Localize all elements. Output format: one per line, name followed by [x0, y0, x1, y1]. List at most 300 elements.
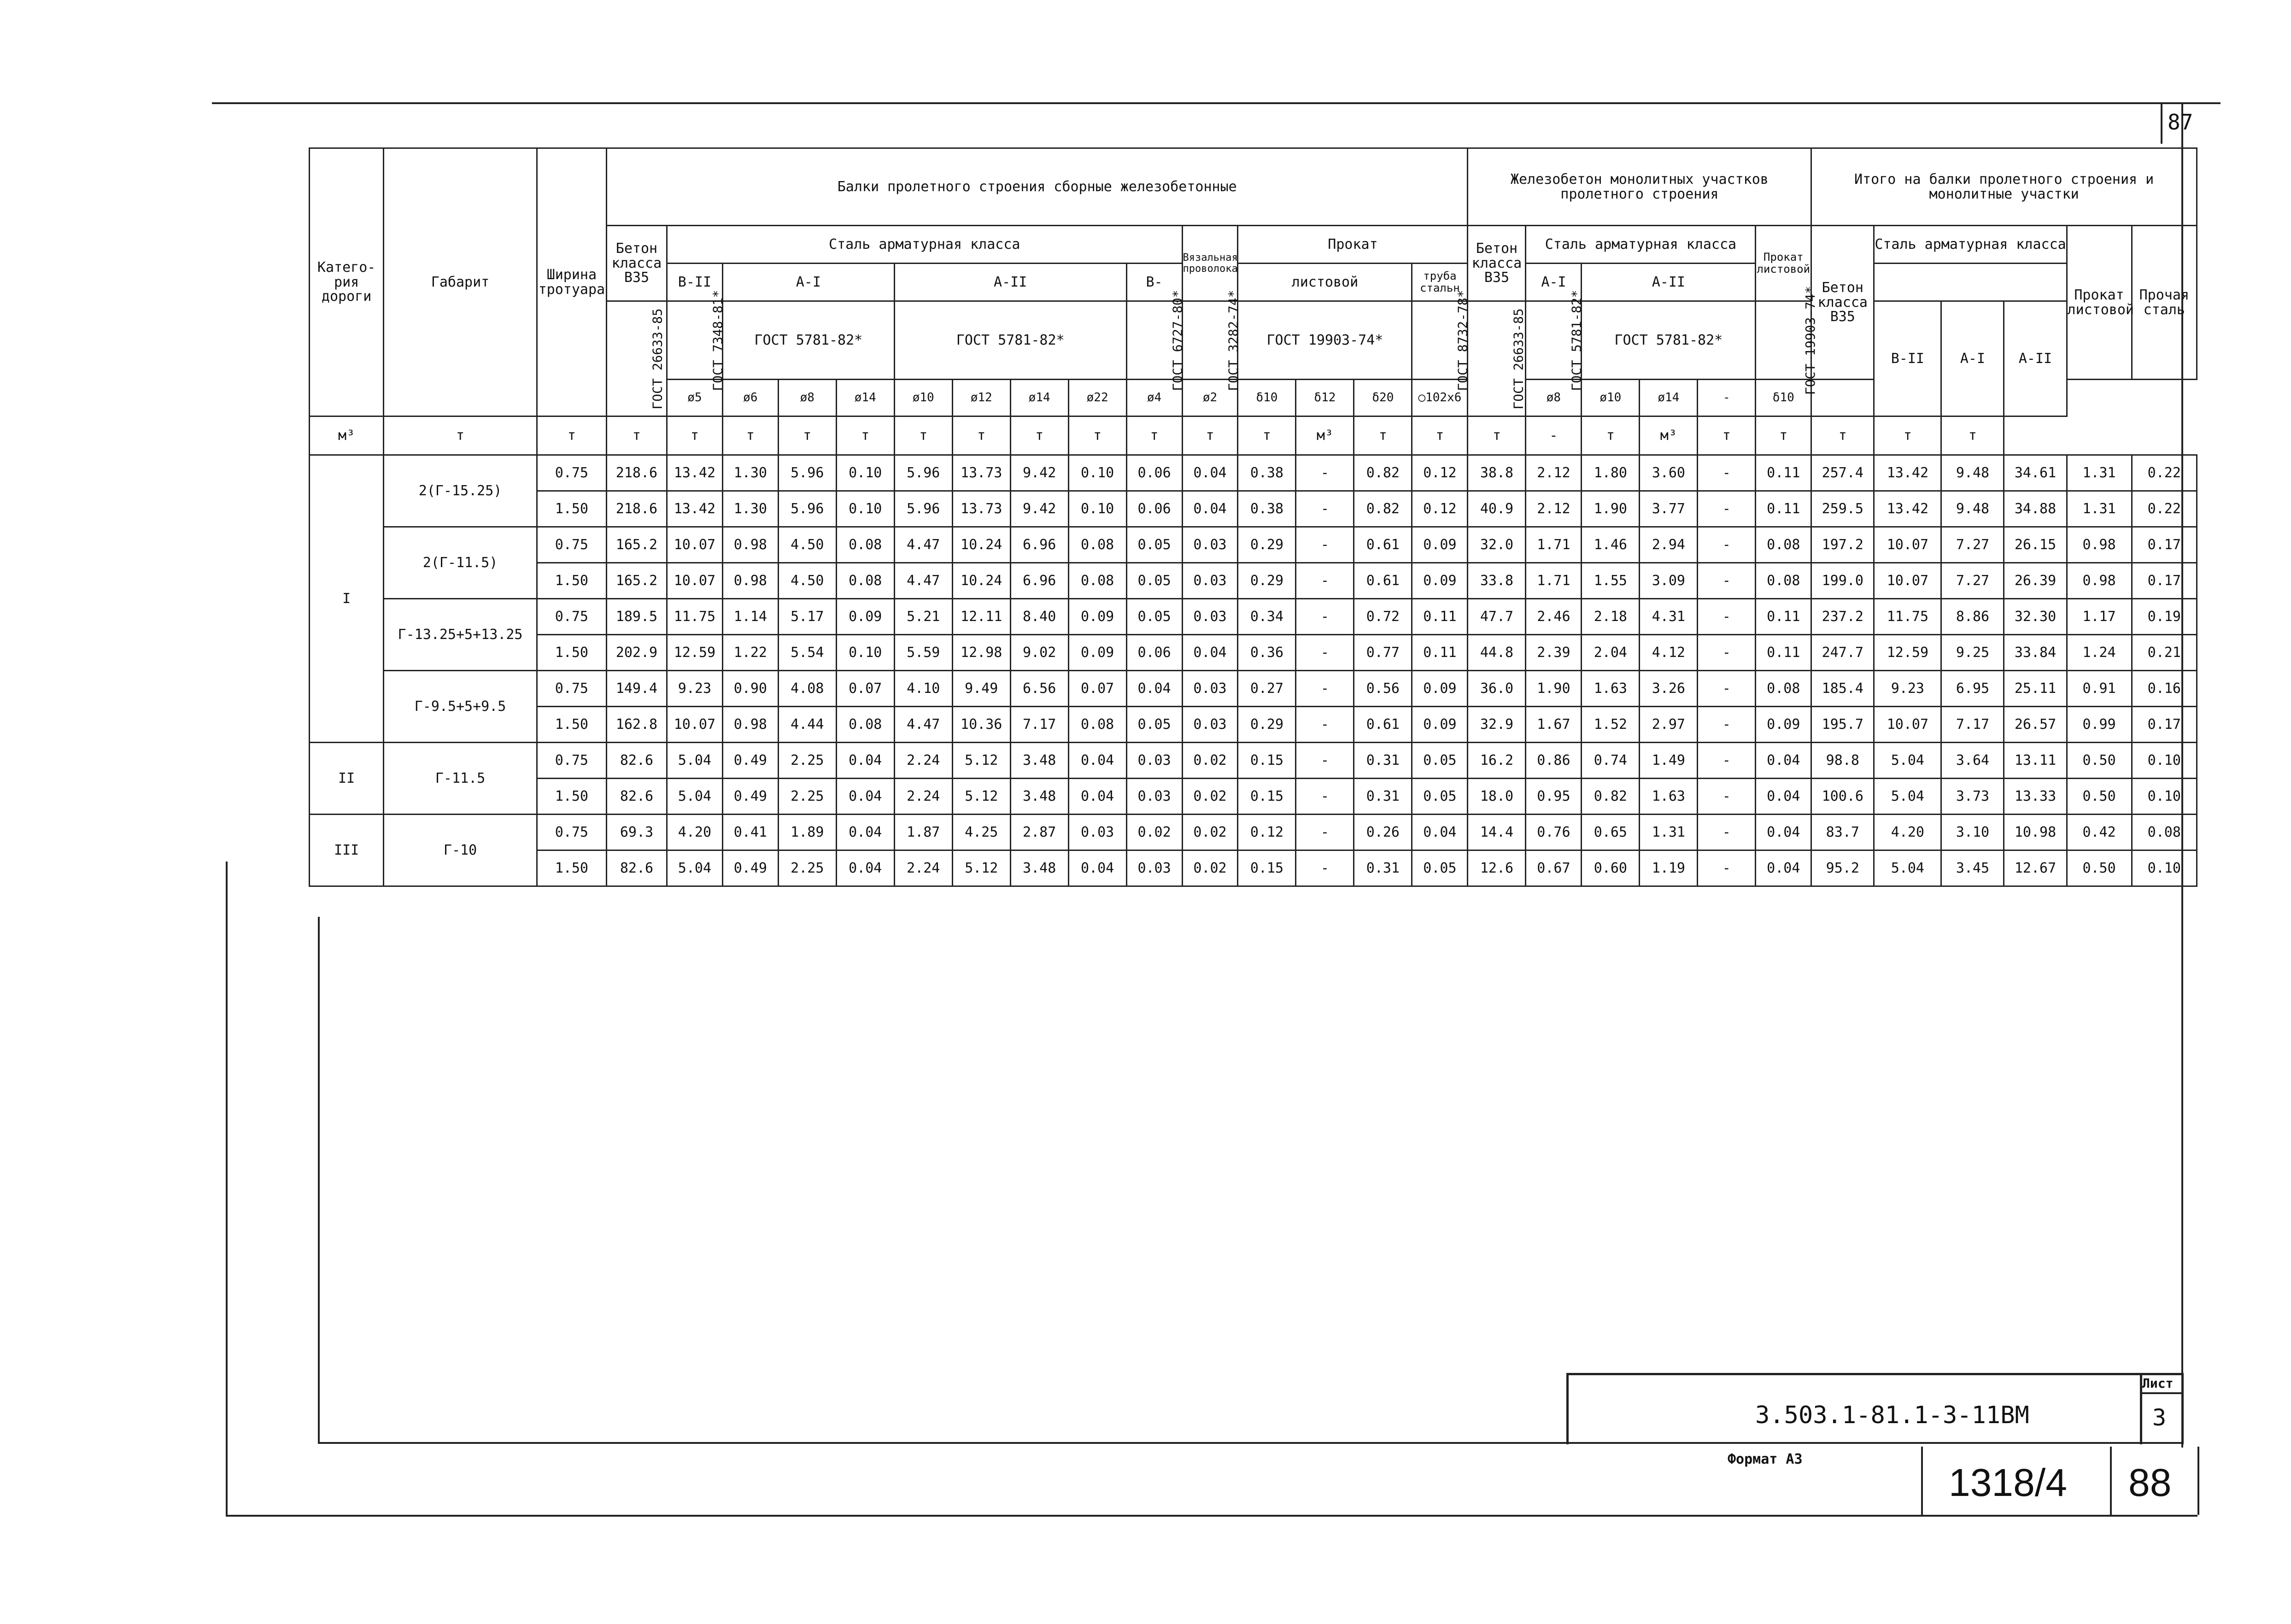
gost-3282: ГОСТ 3282-74*	[1182, 301, 1238, 380]
value-cell: 10.98	[2004, 815, 2067, 850]
value-cell: 1.55	[1582, 563, 1640, 599]
value-cell: 0.72	[1354, 599, 1412, 635]
value-cell: 0.08	[2132, 815, 2197, 850]
value-cell: -	[1698, 707, 1756, 743]
value-cell: 0.22	[2132, 455, 2197, 491]
value-cell: 0.31	[1354, 850, 1412, 886]
value-cell: -	[1296, 455, 1354, 491]
unit-cell: т	[667, 416, 722, 455]
table-row	[310, 599, 2197, 635]
value-cell: 4.08	[778, 671, 836, 707]
value-cell: 12.59	[667, 635, 722, 671]
value-cell: 10.07	[667, 527, 722, 563]
value-cell: 0.95	[1526, 779, 1582, 815]
value-cell: 0.82	[1354, 491, 1412, 527]
unit-cell: т	[1126, 416, 1182, 455]
value-cell: 26.39	[2004, 563, 2067, 599]
value-cell: 4.50	[778, 527, 836, 563]
table-row	[310, 707, 2197, 743]
value-cell: 0.04	[1182, 455, 1238, 491]
value-cell: 10.07	[1874, 563, 1941, 599]
page-number-bottom: 88	[2128, 1461, 2172, 1504]
value-cell: 0.09	[1412, 527, 1468, 563]
value-cell: 13.42	[667, 455, 722, 491]
category-cell: III	[310, 815, 384, 886]
value-cell: -	[1698, 599, 1756, 635]
value-cell: 0.50	[2067, 850, 2132, 886]
unit-cell: т	[606, 416, 667, 455]
unit-cell: т	[1698, 416, 1756, 455]
header-steel-total: Сталь арматурная класса	[1874, 226, 2067, 264]
value-cell: 189.5	[606, 599, 667, 635]
rolled-pipe: труба стальн	[1412, 264, 1468, 301]
value-cell: 1.67	[1526, 707, 1582, 743]
gabarit-cell: 2(Г-11.5)	[384, 527, 537, 599]
value-cell: 0.03	[1182, 707, 1238, 743]
value-cell: 0.11	[1412, 635, 1468, 671]
value-cell: 0.03	[1182, 671, 1238, 707]
value-cell: 0.12	[1412, 455, 1468, 491]
value-cell: 0.50	[2067, 779, 2132, 815]
size-cell: ø6	[722, 380, 778, 416]
value-cell: 0.17	[2132, 563, 2197, 599]
value-cell: 0.03	[1182, 563, 1238, 599]
value-cell: 0.09	[1412, 563, 1468, 599]
value-cell: 2.94	[1640, 527, 1698, 563]
value-cell: 4.47	[894, 563, 952, 599]
value-cell: 0.03	[1068, 815, 1126, 850]
value-cell: 0.08	[836, 707, 894, 743]
value-cell: 4.44	[778, 707, 836, 743]
value-cell: 3.48	[1010, 779, 1068, 815]
size-cell: ø8	[1526, 380, 1582, 416]
value-cell: 0.42	[2067, 815, 2132, 850]
sidewalk-cell: 0.75	[537, 815, 606, 850]
gabarit-cell: 2(Г-15.25)	[384, 455, 537, 527]
value-cell: 0.61	[1354, 707, 1412, 743]
value-cell: 1.24	[2067, 635, 2132, 671]
value-cell: 0.08	[836, 563, 894, 599]
header-category: Катего-рия дороги	[310, 148, 384, 416]
value-cell: 0.10	[2132, 743, 2197, 779]
gost-7348: ГОСТ 7348-81*	[667, 301, 722, 380]
value-cell: 1.46	[1582, 527, 1640, 563]
table-row	[310, 491, 2197, 527]
value-cell: 5.04	[667, 779, 722, 815]
value-cell: 2.04	[1582, 635, 1640, 671]
value-cell: 0.02	[1182, 743, 1238, 779]
table-row	[310, 671, 2197, 707]
value-cell: 0.12	[1412, 491, 1468, 527]
value-cell: 0.17	[2132, 527, 2197, 563]
value-cell: 5.04	[1874, 850, 1941, 886]
value-cell: 1.90	[1526, 671, 1582, 707]
value-cell: 1.31	[2067, 455, 2132, 491]
value-cell: 9.02	[1010, 635, 1068, 671]
value-cell: 0.04	[1126, 671, 1182, 707]
value-cell: 0.05	[1412, 743, 1468, 779]
value-cell: 0.04	[1068, 743, 1126, 779]
header-monolith: Железобетон монолитных участков пролетного строения	[1468, 148, 1811, 226]
value-cell: 0.29	[1238, 527, 1296, 563]
value-cell: 2.24	[894, 779, 952, 815]
value-cell: 0.04	[836, 815, 894, 850]
unit-cell: т	[722, 416, 778, 455]
value-cell: 0.07	[1068, 671, 1126, 707]
value-cell: 8.40	[1010, 599, 1068, 635]
header-sidewalk: Ширина тротуара	[537, 148, 606, 416]
value-cell: 38.8	[1468, 455, 1526, 491]
value-cell: 9.23	[667, 671, 722, 707]
sidewalk-cell: 1.50	[537, 850, 606, 886]
value-cell: 0.10	[1068, 455, 1126, 491]
value-cell: 1.87	[894, 815, 952, 850]
value-cell: 32.9	[1468, 707, 1526, 743]
value-cell: 3.73	[1941, 779, 2004, 815]
unit-cell: т	[1874, 416, 1941, 455]
value-cell: 32.0	[1468, 527, 1526, 563]
unit-cell: т	[537, 416, 606, 455]
value-cell: 3.10	[1941, 815, 2004, 850]
value-cell: 11.75	[1874, 599, 1941, 635]
unit-cell: т	[1756, 416, 1811, 455]
class-a1-mono: А-I	[1526, 264, 1582, 301]
value-cell: 1.30	[722, 455, 778, 491]
value-cell: 197.2	[1811, 527, 1874, 563]
value-cell: 0.12	[1238, 815, 1296, 850]
value-cell: 1.80	[1582, 455, 1640, 491]
value-cell: 0.08	[1756, 563, 1811, 599]
gost-6727: ГОСТ 6727-80*	[1126, 301, 1182, 380]
value-cell: 0.36	[1238, 635, 1296, 671]
unit-cell: т	[1412, 416, 1468, 455]
sidewalk-cell: 0.75	[537, 527, 606, 563]
table-row	[310, 743, 2197, 779]
header-binding-wire: Вязальная проволока	[1182, 226, 1238, 301]
value-cell: 82.6	[606, 850, 667, 886]
value-cell: 0.04	[1756, 779, 1811, 815]
value-cell: 5.96	[778, 491, 836, 527]
value-cell: 0.08	[1068, 527, 1126, 563]
value-cell: 0.49	[722, 850, 778, 886]
value-cell: 0.11	[1756, 491, 1811, 527]
gabarit-cell: Г-13.25+5+13.25	[384, 599, 537, 671]
sheet-box-divider	[2140, 1392, 2181, 1394]
value-cell: 0.17	[2132, 707, 2197, 743]
value-cell: -	[1698, 671, 1756, 707]
value-cell: 4.25	[952, 815, 1010, 850]
value-cell: 259.5	[1811, 491, 1874, 527]
value-cell: 0.02	[1182, 815, 1238, 850]
value-cell: 0.07	[836, 671, 894, 707]
gost-8732: ГОСТ 8732-78*	[1412, 301, 1468, 380]
value-cell: 12.6	[1468, 850, 1526, 886]
value-cell: 0.08	[1068, 707, 1126, 743]
value-cell: 13.73	[952, 491, 1010, 527]
value-cell: 4.10	[894, 671, 952, 707]
value-cell: 0.16	[2132, 671, 2197, 707]
value-cell: 0.31	[1354, 743, 1412, 779]
value-cell: 0.09	[1412, 671, 1468, 707]
value-cell: 4.47	[894, 707, 952, 743]
value-cell: 0.10	[1068, 491, 1126, 527]
sheet-number: 3	[2152, 1404, 2167, 1431]
value-cell: 1.49	[1640, 743, 1698, 779]
value-cell: 6.56	[1010, 671, 1068, 707]
size-cell: δ20	[1354, 380, 1412, 416]
value-cell: 2.24	[894, 850, 952, 886]
value-cell: 0.04	[836, 743, 894, 779]
value-cell: 0.06	[1126, 455, 1182, 491]
value-cell: 0.04	[1756, 743, 1811, 779]
value-cell: 0.65	[1582, 815, 1640, 850]
value-cell: 0.04	[1068, 850, 1126, 886]
class-b2: В-II	[667, 264, 722, 301]
value-cell: 257.4	[1811, 455, 1874, 491]
unit-cell: т	[1941, 416, 2004, 455]
archive-number: 1318/4	[1949, 1461, 2067, 1504]
sidewalk-cell: 1.50	[537, 707, 606, 743]
gost-5781-mono-a1: ГОСТ 5781-82*	[1526, 301, 1582, 380]
header-total: Итого на балки пролетного строения и монолитные участки	[1811, 148, 2197, 226]
gost-19903-mono: ГОСТ 19903-74*	[1756, 301, 1811, 380]
value-cell: 1.19	[1640, 850, 1698, 886]
class-a2: А-II	[894, 264, 1126, 301]
value-cell: -	[1296, 850, 1354, 886]
value-cell: 0.08	[1756, 527, 1811, 563]
header-gabarit: Габарит	[384, 148, 537, 416]
value-cell: 0.09	[1068, 599, 1126, 635]
value-cell: 4.20	[667, 815, 722, 850]
value-cell: 12.98	[952, 635, 1010, 671]
unit-cell: т	[952, 416, 1010, 455]
value-cell: 5.04	[667, 743, 722, 779]
top-rule	[212, 102, 2221, 104]
value-cell: 95.2	[1811, 850, 1874, 886]
value-cell: 0.04	[1068, 779, 1126, 815]
value-cell: 1.31	[1640, 815, 1698, 850]
value-cell: 0.56	[1354, 671, 1412, 707]
sidewalk-cell: 0.75	[537, 455, 606, 491]
sidewalk-cell: 0.75	[537, 599, 606, 635]
value-cell: 3.64	[1941, 743, 2004, 779]
value-cell: 0.22	[2132, 491, 2197, 527]
value-cell: -	[1296, 779, 1354, 815]
value-cell: 0.09	[1756, 707, 1811, 743]
unit-cell: -	[1526, 416, 1582, 455]
value-cell: 149.4	[606, 671, 667, 707]
value-cell: 9.48	[1941, 491, 2004, 527]
value-cell: 2.18	[1582, 599, 1640, 635]
gabarit-cell: Г-10	[384, 815, 537, 886]
value-cell: 0.10	[2132, 779, 2197, 815]
value-cell: 165.2	[606, 527, 667, 563]
unit-cell: т	[1468, 416, 1526, 455]
value-cell: 0.05	[1126, 563, 1182, 599]
value-cell: 0.11	[1756, 455, 1811, 491]
table-row	[310, 455, 2197, 491]
format-label: Формат А3	[1728, 1451, 1803, 1467]
value-cell: 2.25	[778, 850, 836, 886]
value-cell: 9.49	[952, 671, 1010, 707]
value-cell: 82.6	[606, 779, 667, 815]
size-cell: ø22	[1068, 380, 1126, 416]
value-cell: 0.77	[1354, 635, 1412, 671]
value-cell: -	[1698, 455, 1756, 491]
size-cell: ø2	[1182, 380, 1238, 416]
value-cell: 0.05	[1126, 599, 1182, 635]
value-cell: 0.91	[2067, 671, 2132, 707]
value-cell: 0.49	[722, 743, 778, 779]
sidewalk-cell: 0.75	[537, 743, 606, 779]
value-cell: 4.20	[1874, 815, 1941, 850]
value-cell: 2.87	[1010, 815, 1068, 850]
value-cell: 0.90	[722, 671, 778, 707]
value-cell: 2.12	[1526, 455, 1582, 491]
gost-19903: ГОСТ 19903-74*	[1238, 301, 1412, 380]
unit-cell: т	[836, 416, 894, 455]
value-cell: 0.03	[1182, 599, 1238, 635]
gabarit-cell: Г-11.5	[384, 743, 537, 815]
header-concrete-mono: Бетон класса В35	[1468, 226, 1526, 301]
value-cell: 7.27	[1941, 563, 2004, 599]
value-cell: 5.04	[1874, 743, 1941, 779]
value-cell: 9.23	[1874, 671, 1941, 707]
unit-cell: м³	[1640, 416, 1698, 455]
value-cell: 0.98	[722, 527, 778, 563]
value-cell: 32.30	[2004, 599, 2067, 635]
sidewalk-cell: 1.50	[537, 635, 606, 671]
value-cell: 69.3	[606, 815, 667, 850]
value-cell: 0.05	[1412, 850, 1468, 886]
value-cell: 10.24	[952, 527, 1010, 563]
value-cell: 0.38	[1238, 491, 1296, 527]
table-row	[310, 527, 2197, 563]
value-cell: 237.2	[1811, 599, 1874, 635]
value-cell: 98.8	[1811, 743, 1874, 779]
value-cell: 6.96	[1010, 527, 1068, 563]
header-rolled: Прокат	[1238, 226, 1468, 264]
value-cell: 0.15	[1238, 850, 1296, 886]
size-cell: δ12	[1296, 380, 1354, 416]
value-cell: -	[1698, 743, 1756, 779]
value-cell: 12.67	[2004, 850, 2067, 886]
value-cell: 0.03	[1126, 743, 1182, 779]
value-cell: 16.2	[1468, 743, 1526, 779]
value-cell: 9.48	[1941, 455, 2004, 491]
size-cell: ø4	[1126, 380, 1182, 416]
unit-cell: т	[894, 416, 952, 455]
value-cell: 0.86	[1526, 743, 1582, 779]
value-cell: 0.04	[836, 850, 894, 886]
value-cell: 10.07	[667, 563, 722, 599]
value-cell: 0.03	[1126, 850, 1182, 886]
value-cell: 0.11	[1756, 635, 1811, 671]
header-concrete: Бетон класса В35	[606, 226, 667, 301]
gost-5781-mono-a2: ГОСТ 5781-82*	[1582, 301, 1756, 380]
value-cell: -	[1296, 527, 1354, 563]
value-cell: 4.50	[778, 563, 836, 599]
value-cell: -	[1296, 707, 1354, 743]
header-rolled-sheet-total: Прокат листовой	[2067, 226, 2132, 380]
value-cell: 100.6	[1811, 779, 1874, 815]
value-cell: 0.04	[1756, 815, 1811, 850]
table-row	[310, 850, 2197, 886]
value-cell: 0.60	[1582, 850, 1640, 886]
value-cell: 165.2	[606, 563, 667, 599]
value-cell: 0.02	[1182, 850, 1238, 886]
value-cell: 1.71	[1526, 527, 1582, 563]
unit-cell: т	[778, 416, 836, 455]
size-cell: δ10	[1756, 380, 1811, 416]
value-cell: 5.12	[952, 850, 1010, 886]
size-cell: ø14	[836, 380, 894, 416]
sidewalk-cell: 1.50	[537, 779, 606, 815]
value-cell: 0.82	[1582, 779, 1640, 815]
class-a1: А-I	[722, 264, 894, 301]
value-cell: 13.11	[2004, 743, 2067, 779]
value-cell: 10.36	[952, 707, 1010, 743]
value-cell: 1.90	[1582, 491, 1640, 527]
value-cell: 13.33	[2004, 779, 2067, 815]
materials-table	[309, 147, 2197, 887]
value-cell: 4.47	[894, 527, 952, 563]
value-cell: 0.76	[1526, 815, 1582, 850]
value-cell: 5.96	[778, 455, 836, 491]
value-cell: 4.31	[1640, 599, 1698, 635]
value-cell: 40.9	[1468, 491, 1526, 527]
sidewalk-cell: 0.75	[537, 671, 606, 707]
value-cell: 1.31	[2067, 491, 2132, 527]
sidewalk-cell: 1.50	[537, 563, 606, 599]
value-cell: 0.10	[836, 455, 894, 491]
value-cell: 13.42	[1874, 455, 1941, 491]
value-cell: 0.11	[1412, 599, 1468, 635]
header-other-steel: Прочая сталь	[2132, 226, 2197, 380]
archive-left-line	[1921, 1447, 1923, 1515]
value-cell: 0.98	[2067, 563, 2132, 599]
value-cell: 0.19	[2132, 599, 2197, 635]
value-cell: 18.0	[1468, 779, 1526, 815]
value-cell: 34.88	[2004, 491, 2067, 527]
value-cell: 0.98	[722, 563, 778, 599]
value-cell: 0.15	[1238, 743, 1296, 779]
value-cell: 199.0	[1811, 563, 1874, 599]
value-cell: 9.42	[1010, 455, 1068, 491]
total-class-b2: В-II	[1874, 301, 1941, 416]
value-cell: 2.97	[1640, 707, 1698, 743]
value-cell: 0.98	[2067, 527, 2132, 563]
page-top-box	[2161, 102, 2162, 144]
value-cell: 12.59	[1874, 635, 1941, 671]
value-cell: 0.02	[1126, 815, 1182, 850]
header-concrete-total: Бетон класса В35	[1811, 226, 1874, 380]
value-cell: 10.07	[1874, 527, 1941, 563]
value-cell: 2.24	[894, 743, 952, 779]
size-cell: ø10	[894, 380, 952, 416]
value-cell: 26.57	[2004, 707, 2067, 743]
gost-26633-mono: ГОСТ 26633-85	[1468, 301, 1526, 416]
value-cell: 247.7	[1811, 635, 1874, 671]
value-cell: 0.09	[836, 599, 894, 635]
value-cell: 14.4	[1468, 815, 1526, 850]
value-cell: 1.14	[722, 599, 778, 635]
unit-cell: т	[384, 416, 537, 455]
value-cell: 33.84	[2004, 635, 2067, 671]
value-cell: 0.27	[1238, 671, 1296, 707]
value-cell: 5.96	[894, 491, 952, 527]
gabarit-cell: Г-9.5+5+9.5	[384, 671, 537, 743]
